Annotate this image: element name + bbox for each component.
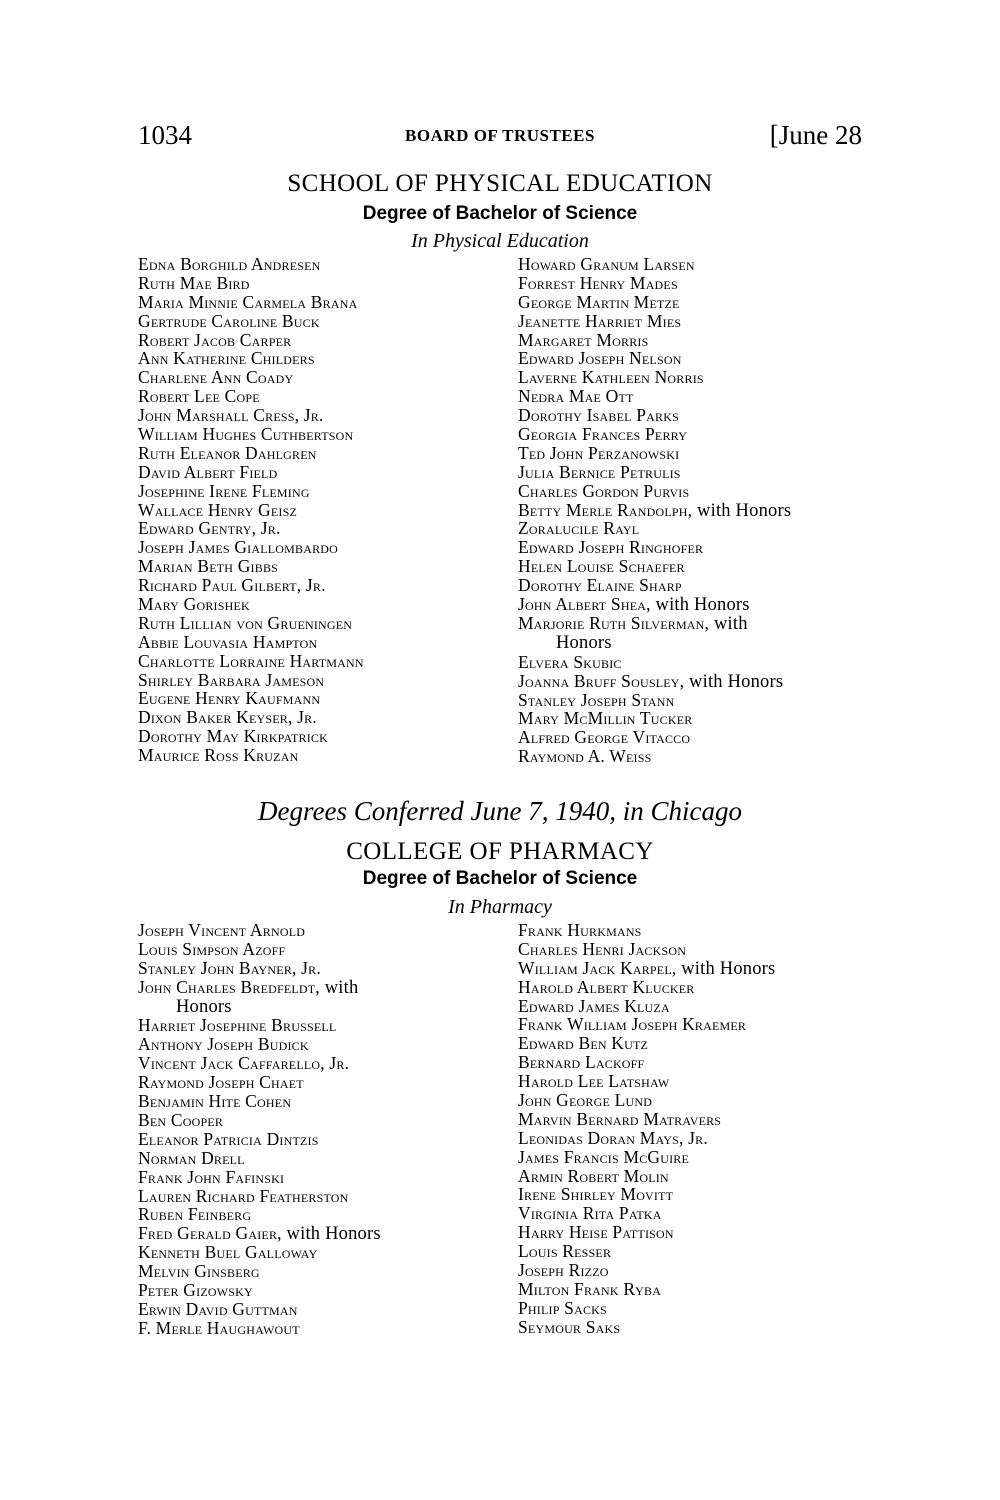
name-text: David Albert Field — [138, 461, 278, 482]
name-text: Joseph Vincent Arnold — [138, 920, 306, 940]
graduate-name — [518, 1299, 775, 1318]
name-text: Virginia Rita Patka — [518, 1203, 662, 1224]
name-text: Philip Sacks — [518, 1297, 607, 1318]
graduate-name — [138, 368, 364, 387]
name-text: Robert Jacob Carper — [138, 329, 292, 350]
graduate-name — [138, 1054, 381, 1073]
name-text: Richard Paul Gilbert, Jr. — [138, 575, 326, 596]
graduate-name — [138, 312, 364, 331]
graduate-name — [138, 940, 381, 959]
name-text: Marian Beth Gibbs — [138, 556, 279, 577]
graduate-name — [518, 406, 791, 425]
graduate-name — [518, 274, 791, 293]
name-text: Milton Frank Ryba — [518, 1278, 662, 1299]
graduate-name — [138, 1300, 381, 1319]
name-text: Frank William Joseph Kraemer — [518, 1014, 747, 1035]
name-text: John Charles Bredfeldt, — [138, 976, 320, 997]
graduate-name — [138, 1319, 381, 1338]
graduate-name — [518, 1223, 775, 1242]
graduate-name — [138, 708, 364, 727]
graduate-name — [138, 1187, 381, 1206]
name-text: Edward Ben Kutz — [518, 1033, 649, 1054]
graduate-name — [138, 727, 364, 746]
graduate-name — [138, 1092, 381, 1111]
name-text: Edward Joseph Nelson — [518, 348, 682, 369]
name-text: Forrest Henry Mades — [518, 272, 678, 293]
name-text: Ruth Eleanor Dahlgren — [138, 442, 317, 463]
name-text: Betty Merle Randolph, — [518, 499, 693, 520]
name-text: Robert Lee Cope — [138, 386, 260, 407]
graduate-name — [518, 425, 791, 444]
graduate-name — [518, 576, 791, 595]
name-text: Marvin Bernard Matravers — [518, 1108, 722, 1129]
graduate-name — [138, 501, 364, 520]
name-text: Joseph James Giallombardo — [138, 537, 339, 558]
graduate-name — [518, 921, 775, 940]
graduate-name — [518, 331, 791, 350]
graduate-name — [518, 538, 791, 557]
graduate-name — [518, 1110, 775, 1129]
name-text: Anthony Joseph Budick — [138, 1034, 309, 1055]
graduate-name — [518, 691, 791, 710]
name-text: Abbie Louvasia Hampton — [138, 631, 318, 652]
graduate-name — [138, 576, 364, 595]
graduate-name — [518, 463, 791, 482]
page-number: 1034 — [138, 120, 192, 150]
graduate-name — [138, 1168, 381, 1187]
graduate-name — [138, 444, 364, 463]
name-text: Erwin David Guttman — [138, 1298, 298, 1319]
graduate-name — [138, 746, 364, 765]
graduate-name — [138, 519, 364, 538]
graduate-name — [138, 1243, 381, 1262]
name-text: Dorothy May Kirkpatrick — [138, 726, 328, 747]
name-text: Irene Shirley Movitt — [518, 1184, 674, 1205]
graduate-name — [518, 1185, 775, 1204]
graduate-name — [138, 652, 364, 671]
honors-note: with Honors — [281, 1224, 381, 1245]
graduate-name — [138, 671, 364, 690]
degree-title: Degree of Bachelor of Science — [362, 868, 638, 889]
graduate-name — [138, 614, 364, 633]
name-text: Edward James Kluza — [518, 995, 670, 1016]
graduate-name — [518, 1167, 775, 1186]
name-text: Vincent Jack Caffarello, Jr. — [138, 1053, 350, 1074]
name-text: Stanley John Bayner, Jr. — [138, 957, 321, 978]
running-header — [138, 120, 862, 150]
name-text: John Marshall Cress, Jr. — [138, 405, 324, 426]
graduate-name — [518, 293, 791, 312]
graduate-name — [518, 1091, 775, 1110]
name-text: Dixon Baker Keyser, Jr. — [138, 707, 317, 728]
name-text: Raymond Joseph Chaet — [138, 1072, 304, 1093]
name-text: Gertrude Caroline Buck — [138, 310, 320, 331]
honors-note: with Honors — [692, 500, 792, 521]
college-title: COLLEGE OF PHARMACY — [346, 838, 654, 865]
name-text: Harold Lee Latshaw — [518, 1071, 670, 1092]
name-text: Ruth Mae Bird — [138, 272, 250, 293]
name-text: Harold Albert Klucker — [518, 976, 695, 997]
graduate-name — [518, 1318, 775, 1337]
honors-note-continued: Honors — [176, 996, 232, 1017]
graduate-name — [138, 633, 364, 652]
degree-title: Degree of Bachelor of Science — [362, 203, 638, 224]
graduate-name — [138, 293, 364, 312]
graduate-name — [138, 595, 364, 614]
name-text: Ruben Feinberg — [138, 1204, 252, 1225]
name-text: Lauren Richard Featherston — [138, 1185, 349, 1206]
name-text: Edward Gentry, Jr. — [138, 518, 281, 539]
name-text: Josephine Irene Fleming — [138, 480, 310, 501]
graduate-name — [138, 1149, 381, 1168]
graduate-name — [518, 482, 791, 501]
name-text: John Albert Shea, — [518, 594, 651, 615]
name-text: Georgia Frances Perry — [518, 424, 688, 445]
graduate-name — [138, 349, 364, 368]
name-text: Kenneth Buel Galloway — [138, 1242, 318, 1263]
name-text: Shirley Barbara Jameson — [138, 669, 325, 690]
name-text: John George Lund — [518, 1090, 653, 1111]
graduate-name — [518, 1072, 775, 1091]
graduate-name — [138, 255, 364, 274]
graduate-list-left — [138, 255, 364, 765]
name-text: Louis Simpson Azoff — [138, 938, 286, 959]
graduate-name — [518, 1242, 775, 1261]
graduate-name — [518, 747, 791, 766]
graduate-name — [518, 501, 791, 520]
name-text: Zoralucile Rayl — [518, 518, 640, 539]
graduate-name — [518, 1053, 775, 1072]
name-text: Ann Katherine Childers — [138, 348, 315, 369]
graduate-name — [138, 482, 364, 501]
honors-note-continued: Honors — [556, 632, 612, 653]
name-text: Charlotte Lorraine Hartmann — [138, 650, 364, 671]
name-text: James Francis McGuire — [518, 1146, 690, 1167]
graduate-name — [518, 728, 791, 747]
name-text: Joseph Rizzo — [518, 1260, 609, 1281]
graduate-name — [138, 1281, 381, 1300]
graduate-name — [518, 1034, 775, 1053]
name-text: Wallace Henry Geisz — [138, 499, 298, 520]
graduate-name — [518, 1015, 775, 1034]
graduate-name — [138, 331, 364, 350]
name-text: F. Merle Haughawout — [138, 1317, 300, 1338]
name-text: Harry Heise Pattison — [518, 1222, 674, 1243]
graduate-name — [138, 959, 381, 978]
graduate-name — [138, 689, 364, 708]
name-text: Maurice Ross Kruzan — [138, 745, 299, 766]
field-title: In Pharmacy — [448, 896, 552, 918]
name-text: William Jack Karpel, — [518, 957, 677, 978]
honors-note: with Honors — [684, 671, 784, 692]
graduate-name — [518, 255, 791, 274]
graduate-name — [518, 940, 775, 959]
name-text: Armin Robert Molin — [518, 1165, 669, 1186]
graduate-name — [518, 557, 791, 576]
graduate-list-left — [138, 921, 381, 1338]
name-text: Ted John Perzanowski — [518, 442, 680, 463]
name-text: Harriet Josephine Brussell — [138, 1015, 337, 1036]
name-text: Frank Hurkmans — [518, 920, 642, 940]
honors-note: with Honors — [676, 958, 776, 979]
graduate-name — [518, 1204, 775, 1223]
name-text: Charles Henri Jackson — [518, 938, 687, 959]
graduate-name — [138, 538, 364, 557]
name-text: Joanna Bruff Sousley, — [518, 670, 685, 691]
name-text: Edward Joseph Ringhofer — [518, 537, 704, 558]
running-date: [June 28 — [769, 120, 862, 150]
name-text: Raymond A. Weiss — [518, 746, 652, 767]
graduate-name — [518, 1280, 775, 1299]
conferred-heading: Degrees Conferred June 7, 1940, in Chicago — [258, 796, 742, 826]
graduate-name — [518, 1148, 775, 1167]
graduate-name — [518, 997, 775, 1016]
name-text: Mary McMillin Tucker — [518, 708, 693, 729]
graduate-name — [138, 387, 364, 406]
name-text: Louis Resser — [518, 1241, 612, 1262]
name-text: Julia Bernice Petrulis — [518, 461, 681, 482]
name-text: Fred Gerald Gaier, — [138, 1223, 282, 1244]
name-text: Nedra Mae Ott — [518, 386, 634, 407]
graduate-list-right — [518, 255, 791, 766]
name-text: Jeanette Harriet Mies — [518, 310, 682, 331]
name-text: Helen Louise Schaefer — [518, 556, 685, 577]
graduate-name — [138, 425, 364, 444]
graduate-list-right — [518, 921, 775, 1337]
name-text: Leonidas Doran Mays, Jr. — [518, 1127, 708, 1148]
name-text: Ruth Lillian von Grueningen — [138, 612, 353, 633]
school-title: SCHOOL OF PHYSICAL EDUCATION — [287, 170, 713, 197]
name-text: Seymour Saks — [518, 1316, 621, 1337]
graduate-name — [138, 1073, 381, 1092]
name-text: William Hughes Cuthbertson — [138, 424, 354, 445]
graduate-name — [518, 595, 791, 614]
graduate-name — [138, 1224, 381, 1243]
graduate-name — [138, 1130, 381, 1149]
graduate-name — [518, 653, 791, 672]
name-text: Frank John Fafinski — [138, 1166, 285, 1187]
name-text: Eleanor Patricia Dintzis — [138, 1128, 319, 1149]
graduate-name — [138, 557, 364, 576]
name-text: Marjorie Ruth Silverman, — [518, 612, 710, 633]
graduate-name — [518, 978, 775, 997]
name-text: Eugene Henry Kaufmann — [138, 688, 321, 709]
name-text: Peter Gizowsky — [138, 1279, 253, 1300]
graduate-name — [518, 444, 791, 463]
name-text: Norman Drell — [138, 1147, 245, 1168]
name-text: Alfred George Vitacco — [518, 727, 691, 748]
name-text: Dorothy Elaine Sharp — [518, 575, 682, 596]
name-text: Mary Gorishek — [138, 594, 250, 615]
graduate-name — [518, 1129, 775, 1148]
graduate-name — [138, 406, 364, 425]
name-text: Dorothy Isabel Parks — [518, 405, 679, 426]
honors-note: with — [319, 977, 359, 998]
name-text: Ben Cooper — [138, 1109, 224, 1130]
name-text: Laverne Kathleen Norris — [518, 367, 704, 388]
graduate-name — [518, 709, 791, 728]
name-text: Elvera Skubic — [518, 651, 622, 672]
graduate-name — [138, 978, 381, 1017]
graduate-name — [138, 1111, 381, 1130]
name-text: Charlene Ann Coady — [138, 367, 294, 388]
graduate-name — [518, 1261, 775, 1280]
graduate-name — [138, 274, 364, 293]
graduate-name — [518, 519, 791, 538]
graduate-name — [518, 387, 791, 406]
graduate-name — [518, 368, 791, 387]
graduate-name — [138, 463, 364, 482]
graduate-name — [138, 1205, 381, 1224]
honors-note: with Honors — [650, 595, 750, 616]
graduate-name — [138, 1262, 381, 1281]
name-text: Bernard Lackoff — [518, 1052, 645, 1073]
field-title: In Physical Education — [411, 230, 589, 252]
name-text: Edna Borghild Andresen — [138, 254, 321, 274]
graduate-name — [518, 312, 791, 331]
name-text: Howard Granum Larsen — [518, 254, 695, 274]
graduate-name — [518, 614, 791, 653]
graduate-name — [518, 349, 791, 368]
running-title: BOARD OF TRUSTEES — [405, 126, 595, 145]
graduate-name — [518, 959, 775, 978]
name-text: George Martin Metze — [518, 291, 680, 312]
graduate-name — [138, 1035, 381, 1054]
name-text: Stanley Joseph Stann — [518, 689, 675, 710]
name-text: Benjamin Hite Cohen — [138, 1091, 292, 1112]
graduate-name — [138, 921, 381, 940]
honors-note: with — [709, 613, 748, 634]
name-text: Maria Minnie Carmela Brana — [138, 291, 358, 312]
name-text: Margaret Morris — [518, 329, 649, 350]
graduate-name — [518, 672, 791, 691]
graduate-name — [138, 1016, 381, 1035]
name-text: Charles Gordon Purvis — [518, 480, 690, 501]
name-text: Melvin Ginsberg — [138, 1261, 260, 1282]
